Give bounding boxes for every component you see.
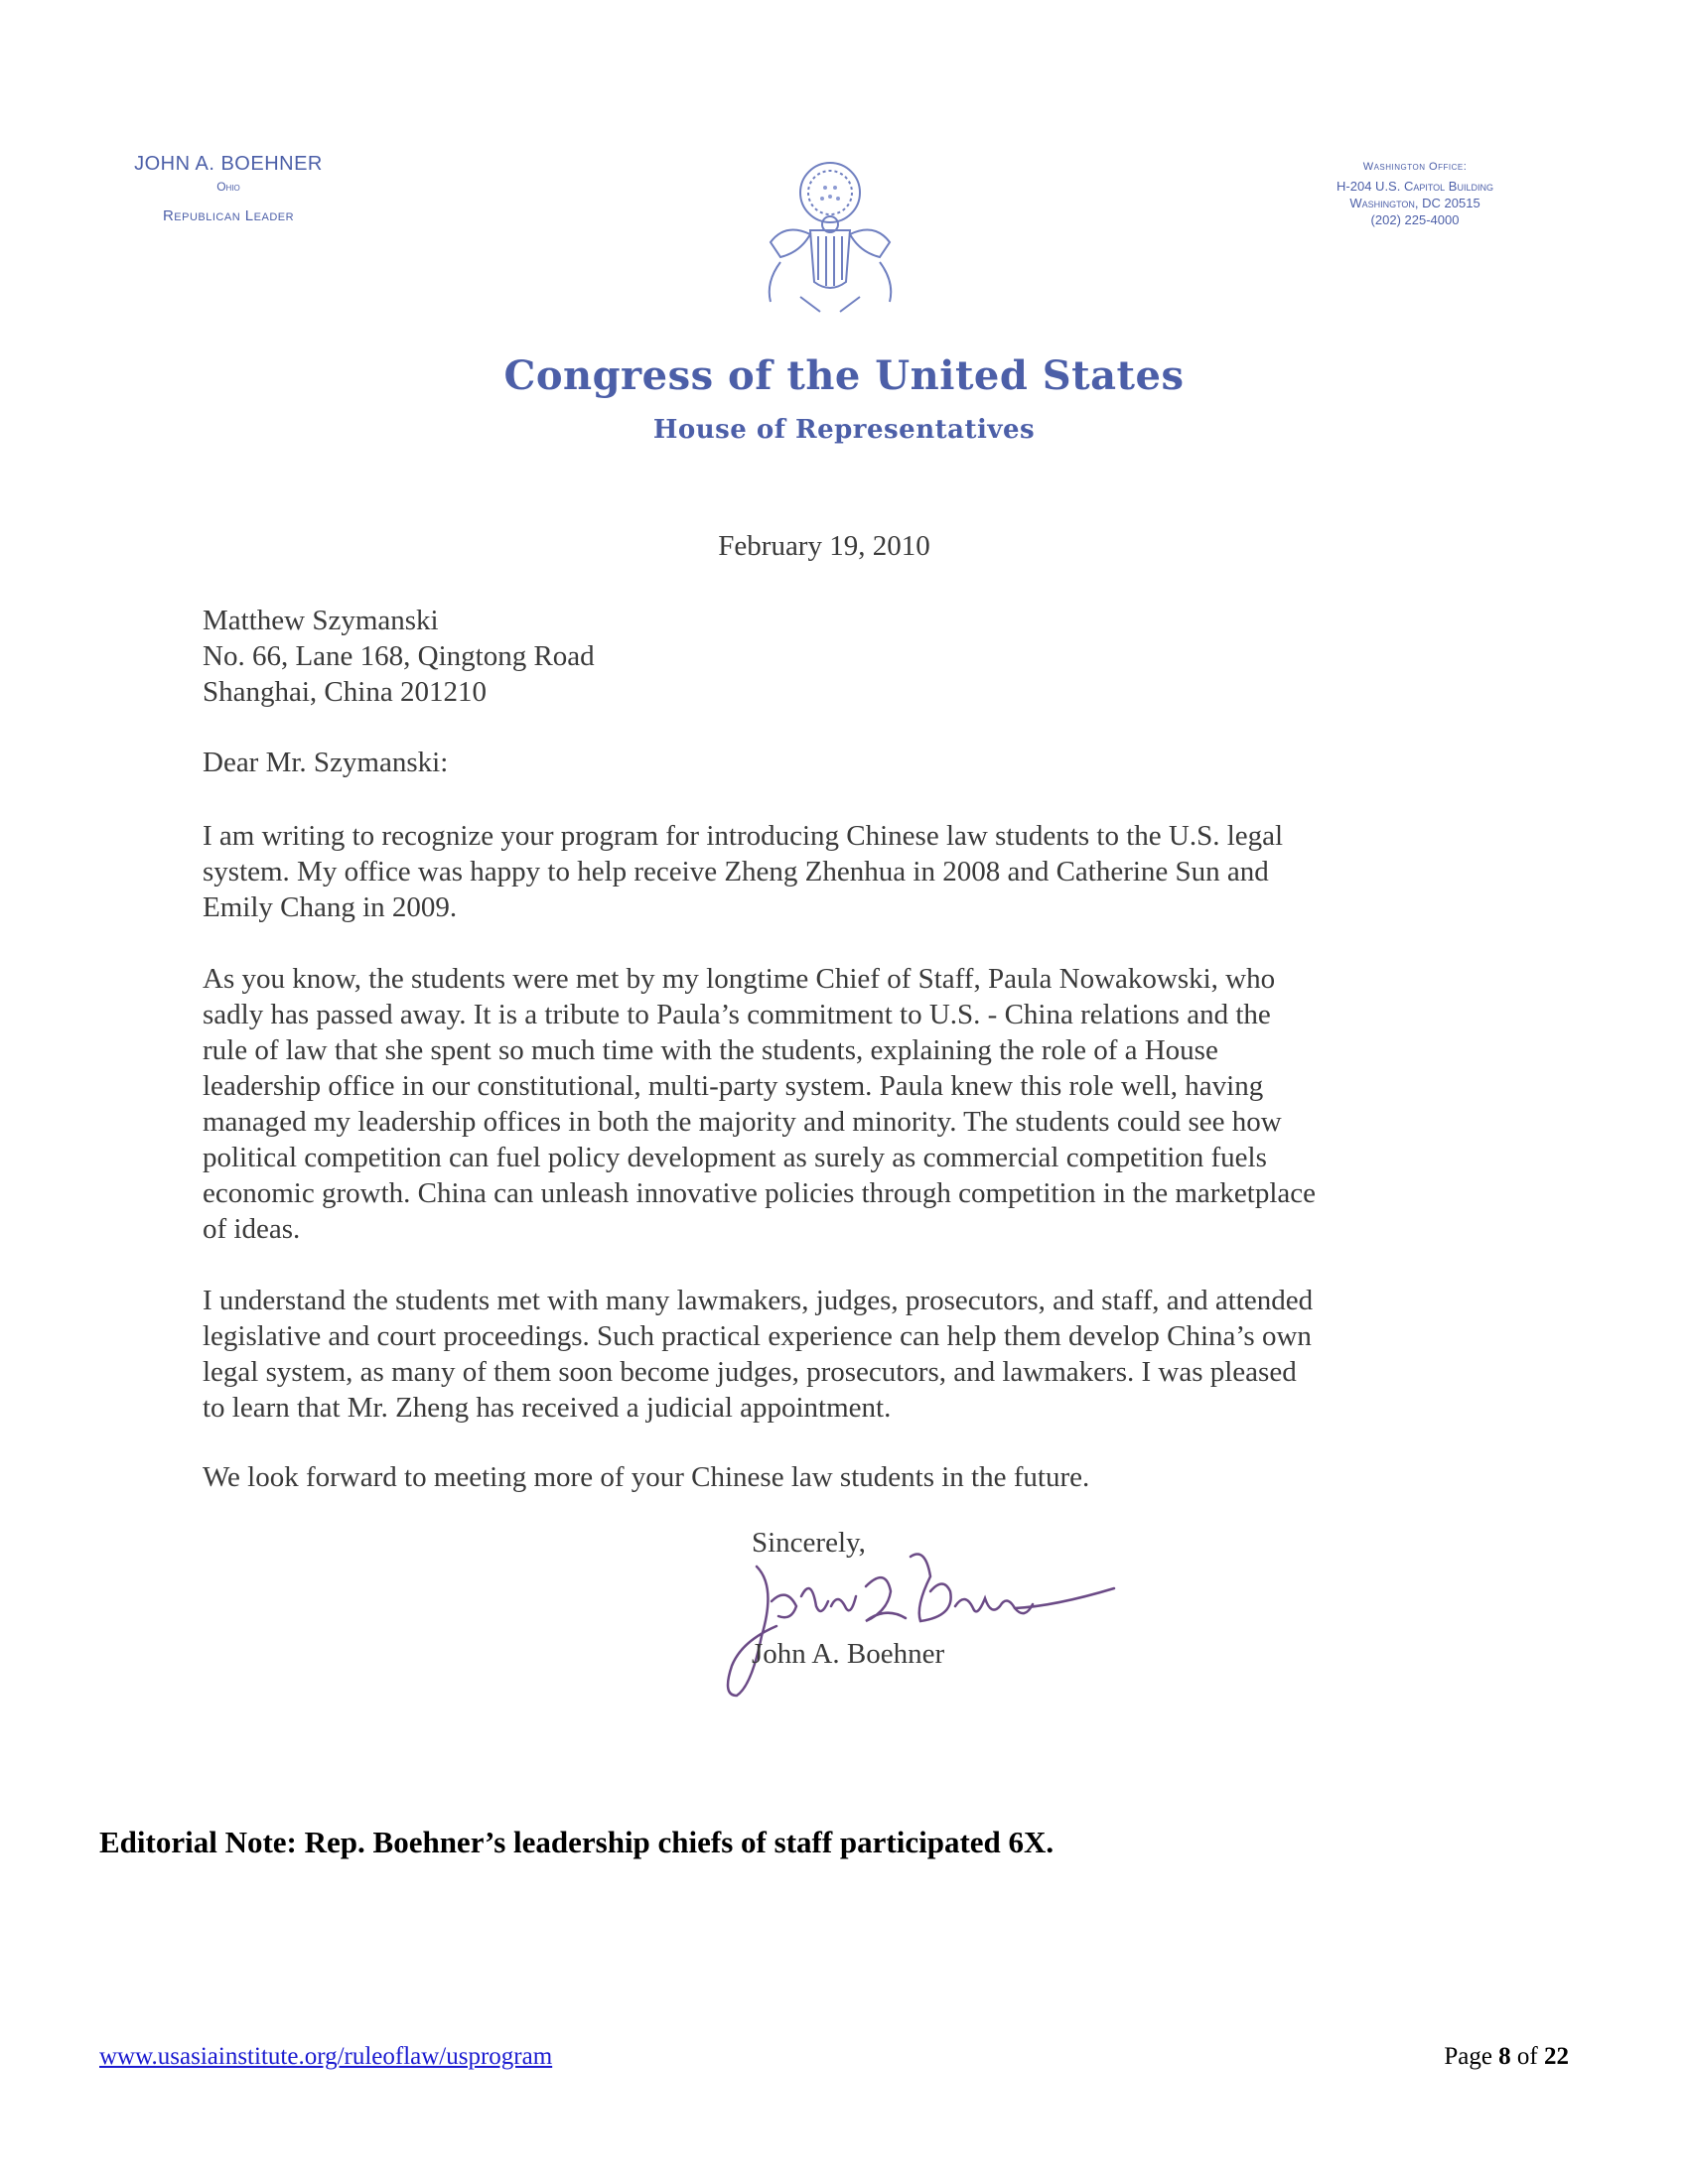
- paragraph-line: Emily Chang in 2009.: [203, 891, 458, 923]
- paragraph-line: economic growth. China can unleash innovative policies through competition in the marketplace: [203, 1177, 1317, 1209]
- footer-website-link[interactable]: www.usasiainstitute.org/ruleoflaw/usprogram: [99, 2043, 553, 2070]
- recipient-address: [203, 603, 595, 710]
- office-heading: Washington Office:: [1362, 161, 1468, 173]
- letterhead-member-block: [99, 153, 357, 224]
- member-state: Ohio: [216, 180, 240, 194]
- recipient-city: Shanghai, China 201210: [203, 676, 487, 708]
- page-prefix: Page: [1444, 2043, 1499, 2070]
- body-paragraph-2: [203, 961, 1454, 1247]
- paragraph-line: As you know, the students were met by my longtime Chief of Staff, Paula Nowakowski, who: [203, 963, 1276, 995]
- paragraph-line: of ideas.: [203, 1213, 301, 1245]
- eagle-seal-icon: [741, 153, 919, 332]
- member-name: JOHN A. BOEHNER: [134, 153, 323, 175]
- body-paragraph-3: [203, 1283, 1454, 1426]
- page-middle: of: [1510, 2043, 1544, 2070]
- office-phone: (202) 225-4000: [1370, 212, 1460, 227]
- paragraph-line: to learn that Mr. Zheng has received a judicial appointment.: [203, 1392, 892, 1424]
- signer-name: John A. Boehner: [752, 1638, 945, 1670]
- paragraph-line: managed my leadership offices in both the majority and minority. The students could see how: [203, 1106, 1282, 1138]
- body-paragraph-4: [203, 1459, 1454, 1495]
- paragraph-line: sadly has passed away. It is a tribute to Paula’s commitment to U.S. - China relations and the: [203, 999, 1271, 1030]
- paragraph-line: legislative and court proceedings. Such practical experience can help them develop China’s own: [203, 1320, 1312, 1352]
- institution-title: Congress of the United States: [503, 352, 1185, 399]
- paragraph-line: legal system, as many of them soon become judges, prosecutors, and lawmakers. I was pleased: [203, 1356, 1297, 1388]
- paragraph-line: system. My office was happy to help receive Zheng Zhenhua in 2008 and Catherine Sun and: [203, 856, 1269, 887]
- recipient-name: Matthew Szymanski: [203, 605, 439, 636]
- paragraph-line: leadership office in our constitutional, multi-party system. Paula knew this role well, having: [203, 1070, 1264, 1102]
- chamber-title: House of Representatives: [652, 415, 1036, 445]
- editorial-note: Editorial Note: Rep. Boehner’s leadership chiefs of staff participated 6X.: [99, 1825, 1055, 1859]
- paragraph-line: We look forward to meeting more of your Chinese law students in the future.: [203, 1461, 1090, 1493]
- office-address-line1: H-204 U.S. Capitol Building: [1336, 179, 1493, 194]
- paragraph-line: I understand the students met with many lawmakers, judges, prosecutors, and staff, and attended: [203, 1285, 1314, 1316]
- member-role: Republican Leader: [162, 207, 295, 224]
- office-address-line2: Washington, DC 20515: [1349, 196, 1480, 210]
- closing: Sincerely,: [752, 1527, 866, 1559]
- letter-date: February 19, 2010: [718, 530, 930, 562]
- paragraph-line: rule of law that she spent so much time with the students, explaining the role of a House: [203, 1034, 1218, 1066]
- recipient-street: No. 66, Lane 168, Qingtong Road: [203, 640, 595, 672]
- salutation: Dear Mr. Szymanski:: [203, 747, 449, 778]
- body-paragraph-1: [203, 818, 1454, 925]
- page-total: 22: [1544, 2043, 1569, 2070]
- paragraph-line: I am writing to recognize your program for introducing Chinese law students to the U.S. legal: [203, 820, 1284, 852]
- paragraph-line: political competition can fuel policy development as surely as commercial competition fuels: [203, 1142, 1267, 1173]
- letterhead-office-block: [1281, 161, 1549, 227]
- page-current: 8: [1498, 2043, 1511, 2070]
- page-number: [1370, 2043, 1569, 2071]
